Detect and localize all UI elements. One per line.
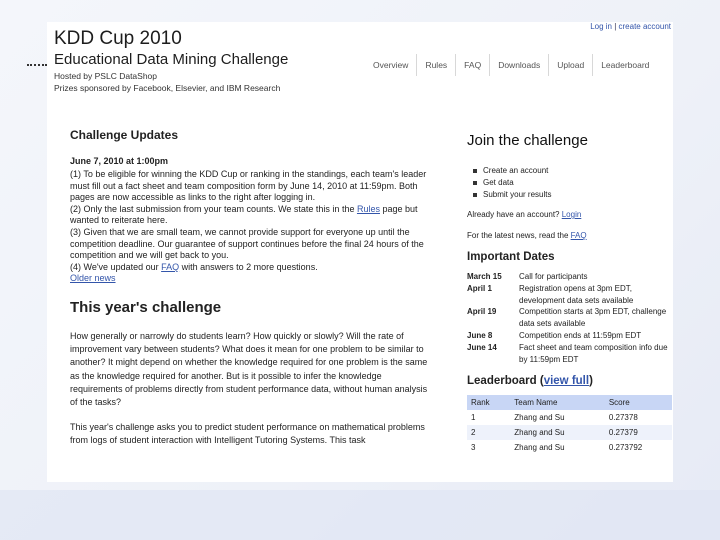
create-account-link[interactable]: create account xyxy=(618,22,671,31)
date-row: April 19 Competition starts at 3pm EDT, challenge data sets available xyxy=(467,307,667,329)
update-item-4: (4) We've updated our FAQ with answers to 2 more questions. xyxy=(70,261,318,272)
update-item-3: (3) Given that we are small team, we cannot provide support for everyone up until the competition deadline. Our guarantee of support continues before the final 24 hours of the competition and we will get back to you. xyxy=(70,226,424,261)
account-links: Log in | create account xyxy=(590,22,671,31)
join-item-get-data[interactable]: Get data xyxy=(473,177,672,189)
hosted-by: Hosted by PSLC DataShop xyxy=(54,71,158,81)
updates-heading: Challenge Updates xyxy=(70,128,179,142)
join-item-create-account[interactable]: Create an account xyxy=(473,165,672,177)
sponsor-info xyxy=(54,70,280,94)
faq-link[interactable]: FAQ xyxy=(161,261,180,272)
date-row: April 1 Registration opens at 3pm EDT, development data sets available xyxy=(467,283,634,305)
challenge-paragraph-2: This year's challenge asks you to predict student performance on mathematical problems from logs of student interaction with Intelligent Tutoring Systems. This task xyxy=(70,422,425,446)
sidebar-login-link[interactable]: Login xyxy=(561,210,582,219)
dates-heading: Important Dates xyxy=(467,251,555,263)
older-news-link[interactable]: Older news xyxy=(70,273,116,284)
page-subtitle: Educational Data Mining Challenge xyxy=(54,51,289,68)
leaderboard-table xyxy=(467,395,672,455)
nav-overview[interactable]: Overview xyxy=(373,60,409,70)
page-title: KDD Cup 2010 xyxy=(54,28,182,49)
nav-leaderboard[interactable]: Leaderboard xyxy=(592,54,657,76)
col-team: Team Name xyxy=(510,395,605,410)
challenge-paragraph-1: How generally or narrowly do students learn? How quickly or slowly? Will the rate of improvement vary between students? What does it mean for one problem to be similar to another? It might depend on whether the knowledge required for one problem is the same as the knowledge required for another. But is it possible to infer the knowledge requirements of problems directly from student performance data, without human analysis of the tasks? xyxy=(70,330,428,407)
dates-table xyxy=(467,271,672,365)
table-row: 3 Zhang and Su 0.273792 xyxy=(471,443,643,453)
background-stripe xyxy=(0,490,720,540)
login-link[interactable]: Log in xyxy=(590,22,612,31)
table-row: 1 Zhang and Su 0.27378 xyxy=(471,413,638,423)
table-row: 2 Zhang and Su 0.27379 xyxy=(467,425,672,440)
nav-upload[interactable]: Upload xyxy=(548,54,592,76)
rules-link[interactable]: Rules xyxy=(356,203,380,214)
date-row: June 14 Fact sheet and team composition info due by 11:59pm EDT xyxy=(467,342,668,364)
date-row: June 8 Competition ends at 11:59pm EDT xyxy=(467,330,642,340)
main-nav xyxy=(365,54,657,76)
dotted-line xyxy=(27,64,47,66)
sidebar xyxy=(467,132,672,455)
update-date: June 7, 2010 at 1:00pm xyxy=(70,156,169,166)
have-account-text: Already have an account? Login xyxy=(467,210,582,219)
nav-downloads[interactable]: Downloads xyxy=(489,54,548,76)
update-item-1: (1) To be eligible for winning the KDD Cup or ranking in the standings, each team's leader must fill out a fact sheet and team composition form by June 14, 2010 at 11:59pm. Both pages are now accessible as links to the right after logging in. xyxy=(70,169,427,203)
view-full-link[interactable]: view full xyxy=(543,375,590,388)
webpage-screenshot xyxy=(47,22,673,482)
join-heading: Join the challenge xyxy=(467,132,588,149)
leaderboard-heading: Leaderboard (view full) xyxy=(467,375,593,388)
nav-rules[interactable]: Rules xyxy=(416,54,455,76)
update-item-2: (2) Only the last submission from your team counts. We state this in the Rules page but wanted to reiterate here. xyxy=(70,203,418,226)
challenge-heading: This year's challenge xyxy=(70,298,222,316)
col-rank: Rank xyxy=(467,395,510,410)
date-row: March 15 Call for participants xyxy=(467,272,588,281)
join-item-submit[interactable]: Submit your results xyxy=(473,189,672,201)
prizes-sponsored: Prizes sponsored by Facebook, Elsevier, and IBM Research xyxy=(54,83,281,93)
col-score: Score xyxy=(605,395,672,410)
nav-faq[interactable]: FAQ xyxy=(455,54,489,76)
main-content xyxy=(70,128,436,460)
join-list xyxy=(473,165,672,201)
sidebar-faq-link[interactable]: FAQ xyxy=(570,231,587,240)
news-text: For the latest news, read the FAQ xyxy=(467,231,587,240)
